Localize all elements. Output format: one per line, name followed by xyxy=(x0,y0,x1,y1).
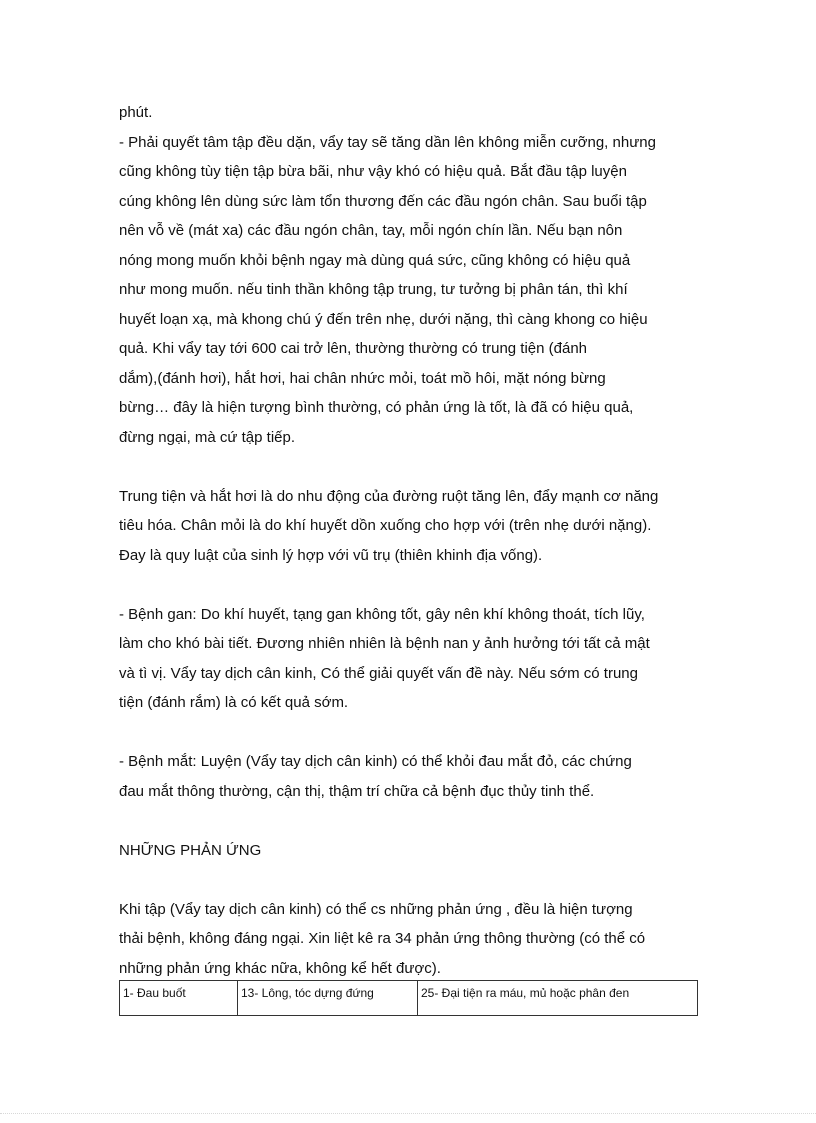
text-line: dắm),(đánh hơi), hắt hơi, hai chân nhức mỏi, toát mồ hôi, mặt nóng bừng xyxy=(119,369,606,387)
text-line: và tì vị. Vẩy tay dịch cân kinh, Có thể giải quyết vấn đề này. Nếu sớm có trung xyxy=(119,664,638,682)
table-cell: 13- Lông, tóc dựng đứng xyxy=(238,981,418,1016)
text-line: Khi tập (Vẩy tay dịch cân kinh) có thể cs những phản ứng , đều là hiện tượng xyxy=(119,900,633,918)
paragraph-eye-disease xyxy=(119,747,709,806)
text-line: quả. Khi vẩy tay tới 600 cai trở lên, thường thường có trung tiện (đánh xyxy=(119,340,588,357)
text-line: như mong muốn. nếu tinh thần không tập trung, tư tưởng bị phân tán, thì khí xyxy=(119,281,628,298)
table-cell: 25- Đại tiện ra máu, mủ hoặc phân đen xyxy=(418,981,698,1016)
text-line: đau mắt thông thường, cận thị, thậm trí chữa cả bệnh đục thủy tinh thể. xyxy=(119,782,595,800)
text-line: làm cho khó bài tiết. Đương nhiên nhiên là bệnh nan y ảnh hưởng tới tất cả mật xyxy=(119,635,650,652)
text-line: cũng không tùy tiện tập bừa bãi, như vậy khó có hiệu quả. Bắt đầu tập luyện xyxy=(119,163,627,180)
text-line: phút. xyxy=(119,104,153,121)
text-line: - Phải quyết tâm tập đều dặn, vẩy tay sẽ tăng dần lên không miễn cưỡng, nhưng xyxy=(119,133,656,151)
document-body xyxy=(119,98,709,983)
page-bottom-rule xyxy=(0,1113,816,1114)
text-line: thải bệnh, không đáng ngại. Xin liệt kê ra 34 phản ứng thông thường (có thể có xyxy=(119,930,646,947)
paragraph-exercise-advice xyxy=(119,98,709,452)
text-line: - Bệnh gan: Do khí huyết, tạng gan không tốt, gây nên khí không thoát, tích lũy, xyxy=(119,605,645,623)
paragraph-reactions-intro xyxy=(119,895,709,984)
reactions-table-container xyxy=(119,980,697,1016)
reactions-table xyxy=(119,980,698,1016)
text-line: tiêu hóa. Chân mỏi là do khí huyết dồn xuống cho hợp với (trên nhẹ dưới nặng). xyxy=(119,517,652,534)
text-line: nên vỗ về (mát xa) các đầu ngón chân, tay, mỗi ngón chín lần. Nếu bạn nôn xyxy=(119,222,623,239)
paragraph-digestion xyxy=(119,482,709,571)
text-line: những phản ứng khác nữa, không kể hết được). xyxy=(119,959,441,977)
text-line: đừng ngại, mà cứ tập tiếp. xyxy=(119,428,296,446)
table-cell: 1- Đau buốt xyxy=(120,981,238,1016)
section-heading: NHỮNG PHẢN ỨNG xyxy=(119,841,262,859)
text-line: bừng… đây là hiện tượng bình thường, có phản ứng là tốt, là đã có hiệu quả, xyxy=(119,399,634,416)
text-line: nóng mong muốn khỏi bệnh ngay mà dùng quá sức, cũng không có hiệu quả xyxy=(119,251,631,269)
text-line: - Bệnh mắt: Luyện (Vẩy tay dịch cân kinh) có thể khỏi đau mắt đỏ, các chứng xyxy=(119,753,632,770)
table-row xyxy=(120,981,698,1016)
text-line: cúng không lên dùng sức làm tổn thương đến các đầu ngón chân. Sau buổi tập xyxy=(119,192,647,210)
text-line: tiện (đánh rắm) là có kết quả sớm. xyxy=(119,694,349,711)
text-line: Trung tiện và hắt hơi là do nhu động của đường ruột tăng lên, đẩy mạnh cơ năng xyxy=(119,487,659,505)
text-line: Đay là quy luật của sinh lý hợp với vũ trụ (thiên khinh địa vống). xyxy=(119,546,543,564)
text-line: huyết loạn xạ, mà khong chú ý đến trên nhẹ, dưới nặng, thì càng khong co hiệu xyxy=(119,310,648,328)
paragraph-liver-disease xyxy=(119,600,709,718)
